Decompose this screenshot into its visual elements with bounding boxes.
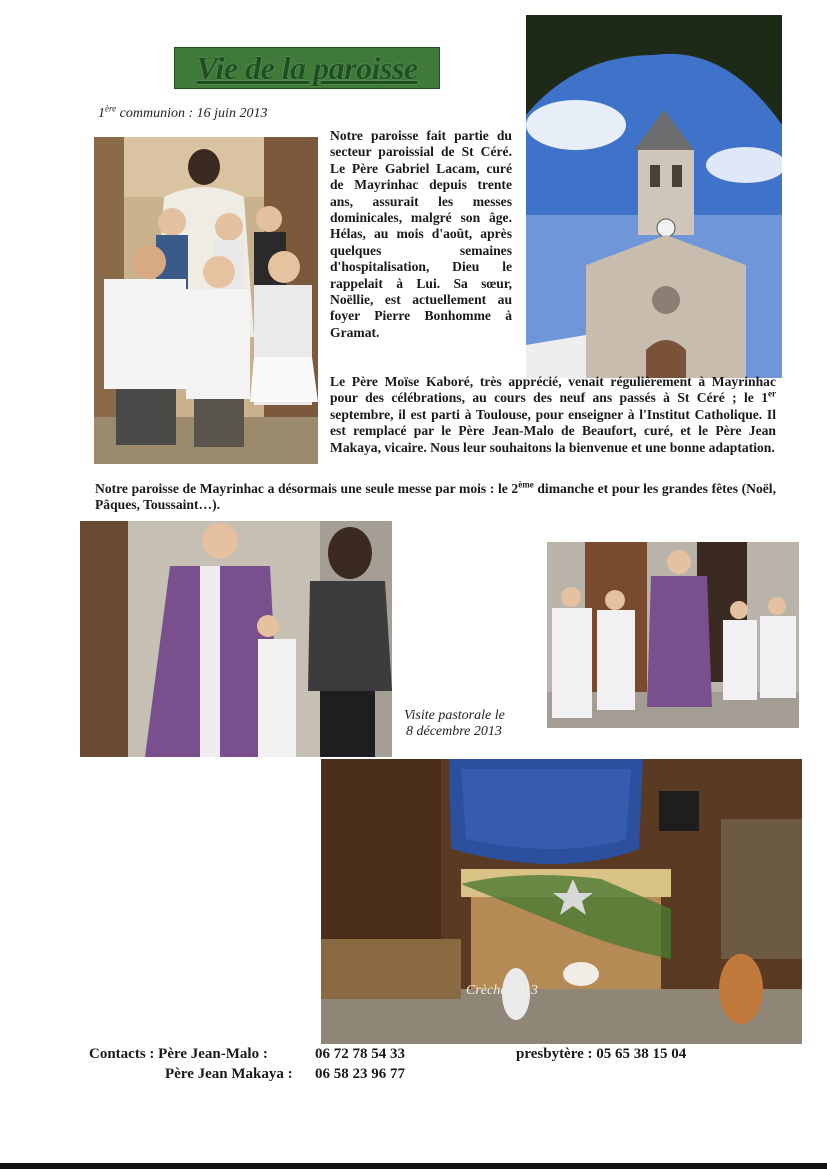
church-photo: [526, 15, 782, 378]
para2-part-a: Le Père Moïse Kaboré, très apprécié, venait régulièrement à Mayrinhac pour des célébrations, au cours des neuf ans passés à St Céré ; le 1: [330, 374, 776, 406]
caption-prefix: 1: [98, 106, 105, 121]
visit-caption-line-1: Visite pastorale le: [404, 708, 505, 723]
creche-caption: Crèche 2013: [466, 983, 538, 998]
communion-caption: [98, 103, 268, 122]
contacts-label: Contacts : Père Jean-Malo :: [89, 1046, 268, 1062]
contact-phone-1: 06 72 78 54 33: [315, 1046, 405, 1062]
visit-caption: [404, 708, 505, 740]
article-paragraph-3: [95, 481, 776, 514]
presbytere-phone: presbytère : 05 65 38 15 04: [516, 1046, 687, 1062]
contact-phone-2: 06 58 23 96 77: [315, 1066, 405, 1082]
page-title: [174, 47, 440, 89]
para2-part-b: septembre, il est parti à Toulouse, pour enseigner à l'Institut Catholique. Il est remplacé par le Père Jean-Malo de Beaufort, curé, et le Père Jean Makaya, vicaire. Nous leur souhaitons la bienvenue et une bonne adaptation.: [330, 406, 776, 455]
para3-part-a: Notre paroisse de Mayrinhac a désormais une seule messe par mois : le 2: [95, 481, 519, 496]
pastoral-visit-photo-2: [547, 542, 799, 728]
caption-suffix: communion : 16 juin 2013: [116, 106, 268, 121]
pastoral-visit-photo-1: [80, 521, 392, 757]
para3-sup: ème: [518, 479, 534, 490]
page-title-text: Vie de la paroisse: [196, 49, 418, 86]
para3-part-b: dimanche et pour les grandes fêtes (Noël, Pâques, Toussaint…).: [95, 481, 776, 513]
visit-caption-line-2: 8 décembre 2013: [406, 724, 502, 739]
scan-edge: [0, 1163, 827, 1169]
communion-photo: [94, 137, 318, 464]
creche-photo: [321, 759, 802, 1044]
article-paragraph-2: [330, 374, 776, 456]
article-column-text: Notre paroisse fait partie du secteur paroissial de St Céré. Le Père Gabriel Lacam, curé de Mayrinhac depuis trente ans, assurait les messes dominicales, malgré son âge. Hélas, au mois d'août, après quelques semaines d'hospitalisation, Dieu le rappelait à Lui. Sa sœur, Noëllie, est actuellement au foyer Pierre Bonhomme à Gramat.: [330, 128, 512, 340]
caption-sup: ère: [105, 103, 117, 114]
contacts-label-2: Père Jean Makaya :: [165, 1066, 293, 1082]
para2-sup: er: [768, 388, 776, 399]
